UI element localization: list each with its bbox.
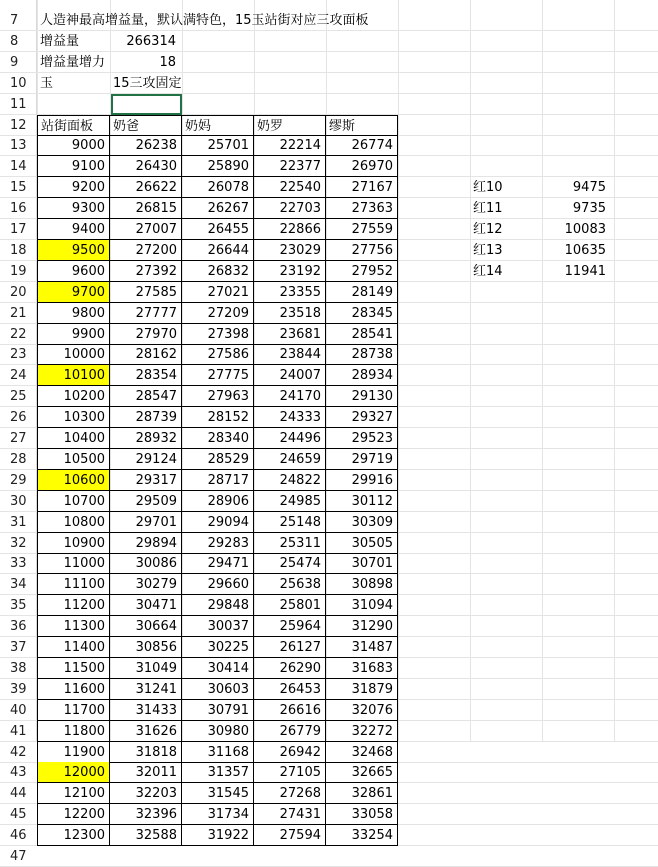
cell-col-d[interactable]: 25964: [254, 616, 326, 637]
cell-col-b[interactable]: 31433: [110, 700, 182, 721]
cell-col-e[interactable]: 30505: [326, 533, 398, 554]
cell-col-e[interactable]: 31683: [326, 658, 398, 679]
cell-col-c[interactable]: 31357: [182, 762, 254, 783]
cell-col-e[interactable]: 28345: [326, 303, 398, 324]
row-number[interactable]: 16: [10, 201, 27, 216]
row-number[interactable]: 32: [10, 536, 27, 551]
sheet-row: [0, 449, 658, 470]
cell-col-b[interactable]: 30279: [110, 574, 182, 595]
sheet-row: [0, 324, 658, 345]
cell-col-e[interactable]: 27756: [326, 240, 398, 261]
row-number[interactable]: 43: [10, 765, 27, 780]
row-number[interactable]: 7: [10, 13, 19, 28]
cell-col-a[interactable]: 增益量增力: [40, 55, 106, 70]
cell-col-e[interactable]: 32665: [326, 762, 398, 783]
cell-col-d[interactable]: 23192: [254, 261, 326, 282]
cell-col-b[interactable]: 27777: [110, 303, 182, 324]
cell-col-d[interactable]: 27105: [254, 762, 326, 783]
sheet-row: [0, 156, 658, 177]
cell-col-b[interactable]: 27007: [110, 219, 182, 240]
sheet-row: [0, 240, 658, 261]
cell-col-c[interactable]: 29660: [182, 574, 254, 595]
cell-col-b[interactable]: 29701: [110, 512, 182, 533]
cell-col-b[interactable]: 27392: [110, 261, 182, 282]
cell-col-b[interactable]: 奶爸: [110, 115, 182, 136]
cell-col-c[interactable]: 31734: [182, 804, 254, 825]
row-number[interactable]: 38: [10, 661, 27, 676]
cell-col-a[interactable]: 12000: [37, 762, 110, 783]
cell-col-b[interactable]: 28739: [110, 407, 182, 428]
cell-col-a[interactable]: 站街面板: [37, 115, 110, 136]
cell-col-d[interactable]: 25638: [254, 574, 326, 595]
cell-col-c[interactable]: 30037: [182, 616, 254, 637]
sheet-row: [0, 344, 658, 365]
cell-col-d[interactable]: 22540: [254, 177, 326, 198]
row-number[interactable]: 23: [10, 347, 27, 362]
sheet-row: [0, 198, 658, 219]
row-number[interactable]: 33: [10, 556, 27, 571]
cell-col-b[interactable]: 31241: [110, 679, 182, 700]
row-number[interactable]: 45: [10, 807, 27, 822]
cell-col-d[interactable]: 23681: [254, 324, 326, 345]
sheet-row: [0, 491, 658, 512]
cell-col-e[interactable]: 31487: [326, 637, 398, 658]
cell-col-b[interactable]: 27200: [110, 240, 182, 261]
cell-col-c[interactable]: 28340: [182, 428, 254, 449]
sheet-row: [0, 261, 658, 282]
side-label-cell[interactable]: 红12: [473, 222, 503, 237]
sheet-row: [0, 616, 658, 637]
cell-col-b[interactable]: 28162: [110, 344, 182, 365]
side-value-cell[interactable]: 10635: [564, 243, 606, 258]
sheet-row: [0, 637, 658, 658]
sheet-row: [0, 512, 658, 533]
cell-col-a[interactable]: 11700: [37, 700, 110, 721]
cell-col-b[interactable]: 31818: [110, 742, 182, 763]
sheet-row: [0, 31, 658, 52]
cell-col-b[interactable]: 32203: [110, 783, 182, 804]
cell-col-d[interactable]: 24985: [254, 491, 326, 512]
side-label-cell[interactable]: 红14: [473, 264, 503, 279]
cell-col-a[interactable]: 9800: [37, 303, 110, 324]
sheet-row: [0, 825, 658, 846]
cell-col-c[interactable]: 26078: [182, 177, 254, 198]
sheet-row: [0, 365, 658, 386]
cell-col-e[interactable]: 33254: [326, 825, 398, 846]
cell-col-a[interactable]: 11500: [37, 658, 110, 679]
sheet-row: [0, 783, 658, 804]
cell-col-e[interactable]: 26774: [326, 135, 398, 156]
row-number[interactable]: 19: [10, 264, 27, 279]
cell-col-a[interactable]: 10300: [37, 407, 110, 428]
cell-col-c[interactable]: 27209: [182, 303, 254, 324]
cell-col-c[interactable]: 28906: [182, 491, 254, 512]
row-number[interactable]: 36: [10, 619, 27, 634]
cell-col-e[interactable]: 29523: [326, 428, 398, 449]
cell-col-c[interactable]: 25701: [182, 135, 254, 156]
row-number[interactable]: 40: [10, 703, 27, 718]
cell-col-b[interactable]: 29894: [110, 533, 182, 554]
cell-col-d[interactable]: 奶罗: [254, 115, 326, 136]
cell-col-c[interactable]: 31545: [182, 783, 254, 804]
cell-col-a[interactable]: 9500: [37, 240, 110, 261]
row-number[interactable]: 31: [10, 515, 27, 530]
sheet-row: [0, 219, 658, 240]
row-number[interactable]: 8: [10, 34, 19, 49]
cell-col-e[interactable]: 30701: [326, 553, 398, 574]
cell-col-b[interactable]: 30086: [110, 553, 182, 574]
cell-col-d[interactable]: 24333: [254, 407, 326, 428]
cell-col-d[interactable]: 22377: [254, 156, 326, 177]
cell-col-d[interactable]: 25801: [254, 595, 326, 616]
cell-col-e[interactable]: 31094: [326, 595, 398, 616]
cell-col-e[interactable]: 33058: [326, 804, 398, 825]
cell-col-c[interactable]: 28152: [182, 407, 254, 428]
row-number[interactable]: 42: [10, 745, 27, 760]
cell-col-c[interactable]: 29283: [182, 533, 254, 554]
row-number[interactable]: 12: [10, 118, 27, 133]
cell-col-c[interactable]: 26267: [182, 198, 254, 219]
cell-col-e[interactable]: 32861: [326, 783, 398, 804]
sheet-row: [0, 574, 658, 595]
cell-col-d[interactable]: 24659: [254, 449, 326, 470]
cell-col-d[interactable]: 24496: [254, 428, 326, 449]
cell-col-b[interactable]: 30856: [110, 637, 182, 658]
cell-col-b[interactable]: 27970: [110, 324, 182, 345]
cell-col-e[interactable]: 26970: [326, 156, 398, 177]
cell-col-d[interactable]: 24007: [254, 365, 326, 386]
cell-col-d[interactable]: 26453: [254, 679, 326, 700]
row-number[interactable]: 39: [10, 682, 27, 697]
cell-col-c[interactable]: 27398: [182, 324, 254, 345]
row-number[interactable]: 37: [10, 640, 27, 655]
sheet-row: [0, 533, 658, 554]
cell-col-a[interactable]: 9200: [37, 177, 110, 198]
cell-col-a[interactable]: 10800: [37, 512, 110, 533]
cell-col-d[interactable]: 22866: [254, 219, 326, 240]
cell-col-a[interactable]: 11900: [37, 742, 110, 763]
cell-col-b[interactable]: 18: [159, 55, 176, 70]
sheet-row: [0, 177, 658, 198]
sheet-row: [0, 470, 658, 491]
cell-col-d[interactable]: 27431: [254, 804, 326, 825]
cell-col-a[interactable]: 12300: [37, 825, 110, 846]
side-value-cell[interactable]: 9735: [572, 201, 606, 216]
cell-col-b[interactable]: 266314: [126, 34, 176, 49]
sheet-row: [0, 762, 658, 783]
row-number[interactable]: 30: [10, 494, 27, 509]
cell-col-a[interactable]: 12200: [37, 804, 110, 825]
cell-col-a[interactable]: 11400: [37, 637, 110, 658]
cell-col-e[interactable]: 30112: [326, 491, 398, 512]
cell-col-d[interactable]: 24822: [254, 470, 326, 491]
cell-col-a[interactable]: 10000: [37, 344, 110, 365]
row-number[interactable]: 25: [10, 389, 27, 404]
cell-col-a[interactable]: 10400: [37, 428, 110, 449]
row-number[interactable]: 41: [10, 724, 27, 739]
sheet-row: [0, 73, 658, 94]
row-number[interactable]: 21: [10, 306, 27, 321]
cell-col-c[interactable]: 27021: [182, 282, 254, 303]
sheet-row: [0, 407, 658, 428]
cell-col-e[interactable]: 31879: [326, 679, 398, 700]
cell-col-e[interactable]: 29916: [326, 470, 398, 491]
active-cell-selection[interactable]: [111, 94, 182, 115]
cell-col-b[interactable]: 30471: [110, 595, 182, 616]
cell-col-a[interactable]: 9400: [37, 219, 110, 240]
cell-col-c[interactable]: 30980: [182, 721, 254, 742]
row-number[interactable]: 9: [10, 55, 19, 70]
cell-col-a[interactable]: 11200: [37, 595, 110, 616]
sheet-row: [0, 721, 658, 742]
row-number[interactable]: 17: [10, 222, 27, 237]
cell-col-b[interactable]: 15三攻固定: [113, 76, 182, 91]
cell-col-d[interactable]: 25311: [254, 533, 326, 554]
cell-col-e[interactable]: 27952: [326, 261, 398, 282]
row-number[interactable]: 34: [10, 577, 27, 592]
cell-col-a[interactable]: 11800: [37, 721, 110, 742]
cell-col-a[interactable]: 9000: [37, 135, 110, 156]
cell-col-c[interactable]: 奶妈: [182, 115, 254, 136]
cell-col-e[interactable]: 29130: [326, 386, 398, 407]
row-number[interactable]: 22: [10, 327, 27, 342]
cell-col-c[interactable]: 27775: [182, 365, 254, 386]
cell-col-a[interactable]: 11000: [37, 553, 110, 574]
cell-col-c[interactable]: 31922: [182, 825, 254, 846]
cell-col-b[interactable]: 28547: [110, 386, 182, 407]
cell-col-a[interactable]: 10200: [37, 386, 110, 407]
row-number[interactable]: 35: [10, 598, 27, 613]
side-value-cell[interactable]: 9475: [572, 180, 606, 195]
sheet-row: [0, 700, 658, 721]
sheet-row: [0, 135, 658, 156]
cell-col-d[interactable]: 23518: [254, 303, 326, 324]
cell-col-a[interactable]: 10700: [37, 491, 110, 512]
side-label-cell[interactable]: 红11: [473, 201, 503, 216]
sheet-row: [0, 282, 658, 303]
row-number[interactable]: 47: [10, 849, 27, 864]
cell-col-d[interactable]: 27594: [254, 825, 326, 846]
cell-col-b[interactable]: 27585: [110, 282, 182, 303]
cell-col-a[interactable]: 10500: [37, 449, 110, 470]
row-number[interactable]: 10: [10, 76, 27, 91]
cell-col-e[interactable]: 28934: [326, 365, 398, 386]
cell-col-d[interactable]: 23355: [254, 282, 326, 303]
cell-col-d[interactable]: 26290: [254, 658, 326, 679]
cell-col-e[interactable]: 32076: [326, 700, 398, 721]
cell-col-b[interactable]: 31626: [110, 721, 182, 742]
row-number[interactable]: 44: [10, 786, 27, 801]
cell-col-a[interactable]: 9600: [37, 261, 110, 282]
row-number[interactable]: 29: [10, 473, 27, 488]
cell-col-e[interactable]: 31290: [326, 616, 398, 637]
cell-col-d[interactable]: 23029: [254, 240, 326, 261]
cell-col-e[interactable]: 27559: [326, 219, 398, 240]
cell-col-c[interactable]: 27963: [182, 386, 254, 407]
cell-col-e[interactable]: 32468: [326, 742, 398, 763]
cell-col-d[interactable]: 22214: [254, 135, 326, 156]
cell-col-a[interactable]: 9700: [37, 282, 110, 303]
cell-col-b[interactable]: 29124: [110, 449, 182, 470]
cell-col-a[interactable]: 增益量: [40, 34, 80, 49]
cell-col-b[interactable]: 32396: [110, 804, 182, 825]
cell-col-d[interactable]: 26127: [254, 637, 326, 658]
cell-col-c[interactable]: 30225: [182, 637, 254, 658]
sheet-row: [0, 658, 658, 679]
cell-col-b[interactable]: 26622: [110, 177, 182, 198]
cell-col-d[interactable]: 22703: [254, 198, 326, 219]
cell-col-d[interactable]: 25474: [254, 553, 326, 574]
row-number[interactable]: 46: [10, 828, 27, 843]
row-number[interactable]: 14: [10, 159, 27, 174]
sheet-row: [0, 10, 658, 31]
sheet-row: [0, 303, 658, 324]
sheet-row: [0, 428, 658, 449]
row-number[interactable]: 24: [10, 368, 27, 383]
sheet-row: [0, 742, 658, 763]
cell-col-b[interactable]: 31049: [110, 658, 182, 679]
cell-col-e[interactable]: 28738: [326, 344, 398, 365]
cell-col-b[interactable]: 30664: [110, 616, 182, 637]
cell-col-e[interactable]: 27167: [326, 177, 398, 198]
cell-col-a[interactable]: 11100: [37, 574, 110, 595]
row-number[interactable]: 26: [10, 410, 27, 425]
sheet-title-cell[interactable]: 人造神最高增益量，默认满特色，15玉站街对应三攻面板: [40, 13, 369, 28]
cell-col-a[interactable]: 11600: [37, 679, 110, 700]
cell-col-c[interactable]: 29848: [182, 595, 254, 616]
row-number[interactable]: 20: [10, 285, 27, 300]
row-number[interactable]: 28: [10, 452, 27, 467]
cell-col-c[interactable]: 31168: [182, 742, 254, 763]
row-number[interactable]: 15: [10, 180, 27, 195]
cell-col-b[interactable]: 29317: [110, 470, 182, 491]
cell-col-d[interactable]: 23844: [254, 344, 326, 365]
cell-col-c[interactable]: 28529: [182, 449, 254, 470]
cell-col-e[interactable]: 30898: [326, 574, 398, 595]
cell-col-d[interactable]: 25148: [254, 512, 326, 533]
cell-col-d[interactable]: 27268: [254, 783, 326, 804]
cell-col-e[interactable]: 28541: [326, 324, 398, 345]
sheet-row: [0, 846, 658, 867]
cell-col-e[interactable]: 30309: [326, 512, 398, 533]
cell-col-c[interactable]: 29094: [182, 512, 254, 533]
side-value-cell[interactable]: 10083: [564, 222, 606, 237]
sheet-row: [0, 115, 658, 136]
cell-col-b[interactable]: 29509: [110, 491, 182, 512]
cell-col-a[interactable]: 11300: [37, 616, 110, 637]
cell-col-a[interactable]: 9100: [37, 156, 110, 177]
cell-col-a[interactable]: 玉: [40, 76, 54, 91]
cell-col-c[interactable]: 26455: [182, 219, 254, 240]
cell-col-b[interactable]: 26238: [110, 135, 182, 156]
cell-col-a[interactable]: 10100: [37, 365, 110, 386]
cell-col-b[interactable]: 26430: [110, 156, 182, 177]
cell-col-c[interactable]: 30603: [182, 679, 254, 700]
cell-col-a[interactable]: 12100: [37, 783, 110, 804]
cell-col-c[interactable]: 25890: [182, 156, 254, 177]
row-number[interactable]: 27: [10, 431, 27, 446]
sheet-row: [0, 804, 658, 825]
cell-col-c[interactable]: 26832: [182, 261, 254, 282]
cell-col-b[interactable]: 32588: [110, 825, 182, 846]
sheet-row: [0, 595, 658, 616]
cell-col-b[interactable]: 28932: [110, 428, 182, 449]
cell-col-a[interactable]: 9900: [37, 324, 110, 345]
side-label-cell[interactable]: 红13: [473, 243, 503, 258]
cell-col-b[interactable]: 32011: [110, 762, 182, 783]
sheet-row: [0, 386, 658, 407]
cell-col-d[interactable]: 24170: [254, 386, 326, 407]
cell-col-e[interactable]: 29719: [326, 449, 398, 470]
cell-col-e[interactable]: 32272: [326, 721, 398, 742]
cell-col-c[interactable]: 30791: [182, 700, 254, 721]
sheet-row: [0, 94, 658, 115]
cell-col-c[interactable]: 29471: [182, 553, 254, 574]
row-number[interactable]: 11: [10, 97, 27, 112]
side-label-cell[interactable]: 红10: [473, 180, 503, 195]
cell-col-c[interactable]: 28717: [182, 470, 254, 491]
cell-col-d[interactable]: 26779: [254, 721, 326, 742]
sheet-row: [0, 553, 658, 574]
cell-col-a[interactable]: 10900: [37, 533, 110, 554]
cell-col-e[interactable]: 28149: [326, 282, 398, 303]
side-value-cell[interactable]: 11941: [564, 264, 606, 279]
cell-col-c[interactable]: 26644: [182, 240, 254, 261]
cell-col-a[interactable]: 10600: [37, 470, 110, 491]
cell-col-e[interactable]: 29327: [326, 407, 398, 428]
cell-col-c[interactable]: 27586: [182, 344, 254, 365]
sheet-row: [0, 52, 658, 73]
cell-col-e[interactable]: 缪斯: [326, 115, 398, 136]
cell-col-d[interactable]: 26616: [254, 700, 326, 721]
cell-col-c[interactable]: 30414: [182, 658, 254, 679]
cell-col-d[interactable]: 26942: [254, 742, 326, 763]
row-number[interactable]: 13: [10, 138, 27, 153]
cell-col-e[interactable]: 27363: [326, 198, 398, 219]
cell-col-b[interactable]: 28354: [110, 365, 182, 386]
row-number[interactable]: 18: [10, 243, 27, 258]
cell-col-a[interactable]: 9300: [37, 198, 110, 219]
cell-col-b[interactable]: 26815: [110, 198, 182, 219]
sheet-row: [0, 679, 658, 700]
